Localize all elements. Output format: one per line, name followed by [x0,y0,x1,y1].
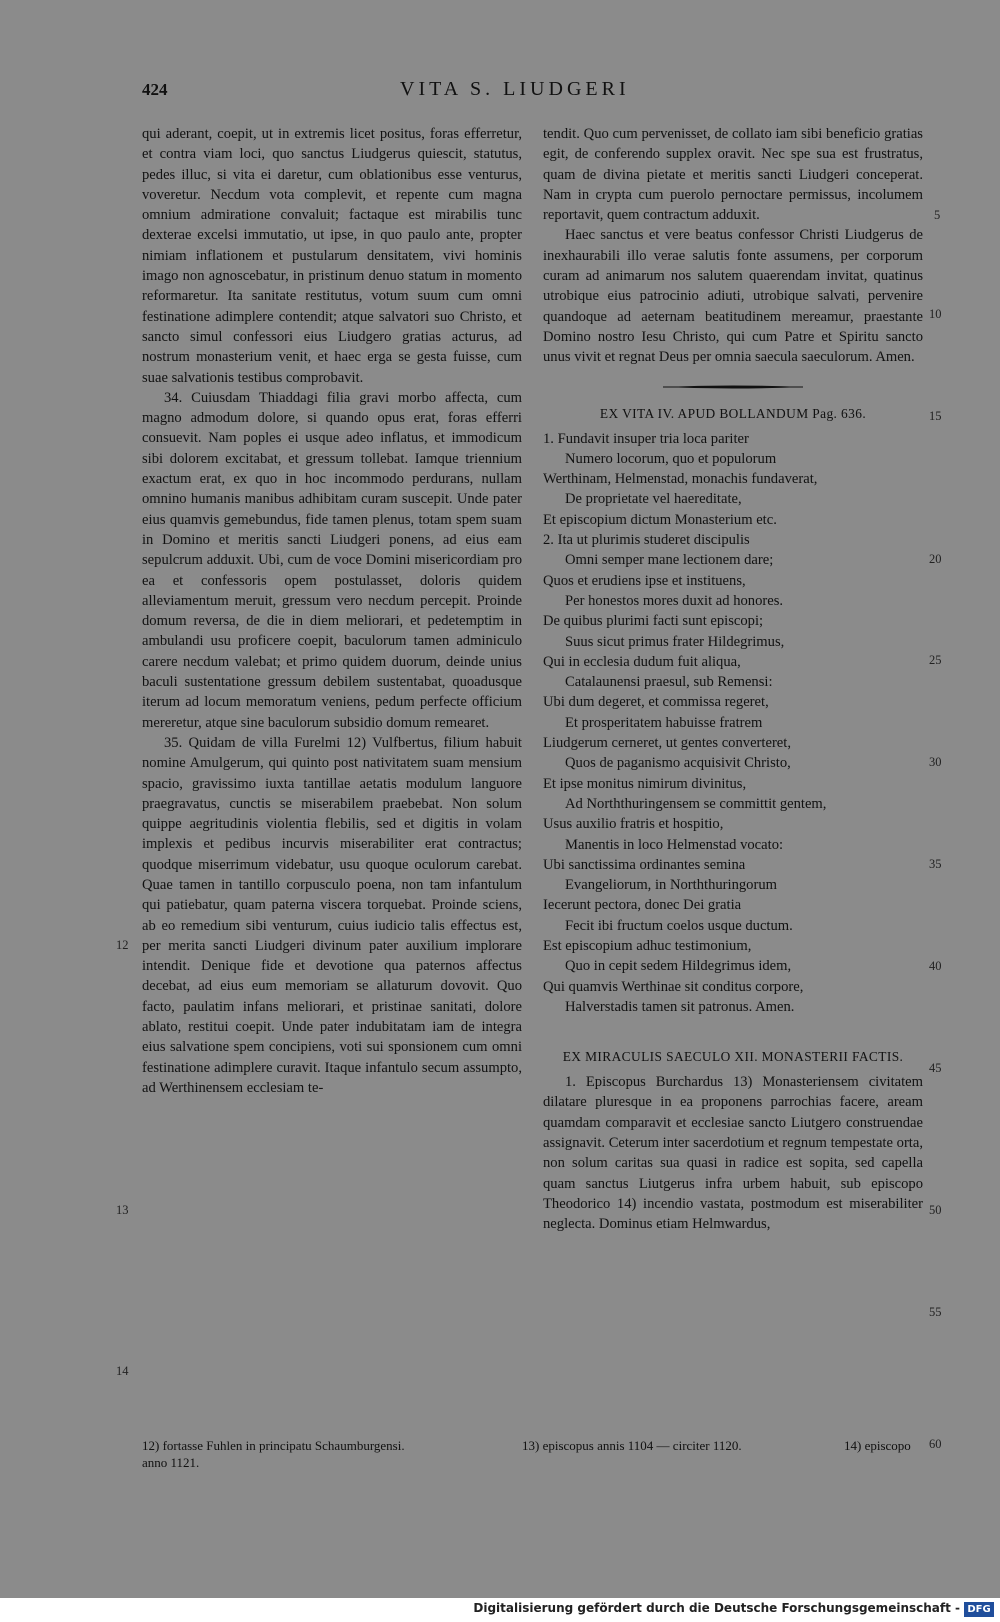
verse-line: Quo in cepit sedem Hildegrimus idem, [565,958,792,975]
paragraph-closing: Haec sanctus et vere beatus confessor Christi Liudgerus de inexhaurabili illo verae salutis fonte assumens, per corporum curam ad animarum nos salutem quaerendam invitat, quatinus utrobique eius patrocinio adiuti, utrobique salvati, pervenire quandoque ad aeternam beatitudinem mereamur, praestante Domino nostro Iesu Christo, qui cum Patre et Spiritu sancto unus vivit et regnat Deus per omnia saecula saeculorum. Amen. [543,227,923,366]
footnote-13: 13) episcopus annis 1104 — circiter 1120. [522,1438,742,1453]
dfg-logo: DFG [964,1602,994,1617]
line-number: 5 [934,208,941,222]
funding-credit: Digitalisierung gefördert durch die Deutsche Forschungsgemeinschaft - [473,1601,960,1615]
credit-bar [0,1598,1000,1622]
verse-line: Est episcopium adhuc testimonium, [543,937,752,954]
line-number: 10 [929,307,942,321]
verse-line: Fecit ibi fructum coelos usque ductum. [565,917,793,934]
footnote-14: 14) episcopo [844,1438,911,1453]
line-number: 55 [929,1305,942,1319]
verse-line: Qui in ecclesia dudum fuit aliqua, [543,653,741,670]
verse-line: De quibus plurimi facti sunt episcopi; [543,613,764,630]
paragraph-35-end: tendit. Quo cum pervenisset, de collato iam sibi beneficio gratias egit, de conferendo supplex oravit. Nec spe sua est frustratus, quam de divina pietate et meritis sancti Liudgeri conceperat. Nam in crypta cum puerolo pernoctare permissus, incolumem reportavit, quem contractum adduxit. [543,126,923,224]
section-divider [543,382,923,394]
line-number: 60 [929,1437,942,1451]
footnote-12: 12) fortasse Fuhlen in principatu Schaumburgensi. [142,1438,405,1453]
left-column [142,124,522,1098]
line-number: 50 [929,1203,942,1217]
verse-line: Quos et erudiens ipse et instituens, [543,572,746,589]
verse-line: Ubi sanctissima ordinantes semina [543,856,746,873]
verse-line: Liudgerum cerneret, ut gentes converteret, [543,735,791,752]
verse-line: Omni semper mane lectionem dare; [565,552,774,569]
running-title: VITA S. LIUDGERI [400,78,630,100]
line-number: 40 [929,959,942,973]
line-number: 25 [929,653,942,667]
paragraph-35: 35. Quidam de villa Furelmi 12) Vulfbertus, filium habuit nomine Amulgerum, qui quinto post nativitatem suam mensium spacio, gravissimo iuxta tantillae aetatis modulum languore praegravatus, cunctis se miserabilem praebebat. Non solum quippe aegritudinis violentia flebilis, sed et digitis in volam implexis et pedibus incurvis miserabiliter erat contractus; quodque miserrimum videbatur, usu quoque oculorum carebat. Quae tamen in tantillo corpusculo poena, non tam infantulum qui patiebatur, quam paterna viscera torquebat. Proinde sciens, ab eo remedium sibi venturum, cuius iudicio talis effectus est, per merita sancti Liudgeri divinum pater auxilium implorare intendit. Denique fide et devotione qua paternos affectus decebat, ad eius eum memoriam se allaturum dovovit. Quo facto, paulatim infans meliorari, et pristinae sanitati, dolore ablato, restitui coepit. Unde pater indubitatam iam de integra eius salvatione spem concipiens, voti sui sponsionem cum omni festinatione adimplere curavit. Itaque infantulo secum assumpto, ad Werthinensem ecclesiam te- [142,734,522,1096]
line-number: 15 [929,409,942,423]
verse-line: Per honestos mores duxit ad honores. [565,592,784,609]
section-heading-miracula: EX MIRACULIS SAECULO XII. MONASTERII FACTIS. [562,1049,904,1065]
verse-line: Ad Norththuringensem se committit gentem, [565,795,827,812]
verse-line: Et episcopium dictum Monasterium etc. [543,511,777,528]
verse-line: Numero locorum, quo et populorum [565,450,777,467]
verse-line: 2. Ita ut plurimis studeret discipulis [543,532,750,549]
paragraph-33-end: qui aderant, coepit, ut in extremis licet positus, foras efferretur, et contra viam loci, quo sanctus Liudgerus quiescit, statutus, pedes illuc, si vita ei daretur, cum oblationibus esse venturus, voveretur. Necdum vota complevit, et repente cum magna omnium admiratione convaluit; factaque est mirabilis tunc dexterae excelsi immutatio, ut ipse, in quo paulo ante, propter nimiam inflationem et pustularum densitatem, vivi hominis imago non agnoscebatur, in pristinum denuo statum in momento reformaretur. Ita sanitate restitutus, votum suum cum omni festinatione adimplere contendit; atque salvatori suo Christo, et sancto simul confessori eius Liudgero gratias acturus, ad nostrum monasterium venit, et haec erga se gesta fuisse, cum suae salvationis testibus comprobavit. [142,126,522,386]
footnote-marker: 12 [116,938,129,952]
verse-line: Manentis in loco Helmenstad vocato: [565,836,784,853]
verse-line: De proprietate vel haereditate, [565,491,742,508]
verse-line: Suus sicut primus frater Hildegrimus, [565,633,785,650]
line-number: 35 [929,857,942,871]
line-number: 30 [929,755,942,769]
paragraph-miracula-1: 1. Episcopus Burchardus 13) Monasteriensem civitatem dilatare pluresque in ea proponens parrochias facere, aream quamdam comparavit et ecclesiae sancto Liutgero construendae assignavit. Ceterum inter sacerdotium et regnum tempestate orta, non solum caritas sua quasi in radice est sopita, sed capella quam sanctus Liutgerus infra urbem habuit, sub episcopo Theodorico 14) incendio vastata, postmodum est miserabiliter neglecta. Dominus etiam Helmwardus, [543,1074,923,1233]
verse-line: Qui quamvis Werthinae sit conditus corpore, [543,978,804,995]
verse-line: Quos de paganismo acquisivit Christo, [565,755,791,772]
verse-line: Usus auxilio fratris et hospitio, [543,816,724,833]
verse-line: Iecerunt pectora, donec Dei gratia [543,897,742,914]
verse-line: 1. Fundavit insuper tria loca pariter [543,430,749,447]
verse-line: Evangeliorum, in Norththuringorum [565,877,777,894]
footnote-marker: 13 [116,1203,129,1217]
right-column [543,124,923,1235]
verse-line: Et ipse monitus nimirum divinitus, [543,775,747,792]
verse-line: Ubi dum degeret, et commissa regeret, [543,694,769,711]
section-heading-vita-iv: EX VITA IV. APUD BOLLANDUM Pag. 636. [599,405,867,421]
line-number: 45 [929,1061,942,1075]
footnote-12-cont: anno 1121. [142,1455,200,1470]
verse-line: Catalaunensi praesul, sub Remensi: [565,674,773,691]
verse-block [543,429,923,1018]
page-number: 424 [142,80,168,99]
verse-line: Et prosperitatem habuisse fratrem [565,714,763,731]
verse-line: Halverstadis tamen sit patronus. Amen. [565,998,795,1015]
paragraph-34: 34. Cuiusdam Thiaddagi filia gravi morbo affecta, cum magno admodum dolore, si quando opus erat, foras efferri consuevit. Nam poples ei usque adeo inflatus, et immodicum sibi dolorem excitabat, et gressum tollebat. Iamque triennium exactum erat, ex quo in hoc incommodo perdurans, nullam omnino humanis manibus adhibitam curam suscepit. Unde pater eius quamvis gemebundus, fide tamen plenus, totam spem suam in Domino et meritis sancti Liudgeri ponens, ad eius eam sepulcrum adduxit. Ubi, cum de voce Domini misericordiam pro ea et confessoris opem postulasset, doloris quidem alleviamentum meruit, gressum vero necdum percepit. Proinde domum reversa, de die in diem meliorari, et pedetemptim in ambulandi usu proficere coepit, baculorum tamen adminiculo carere necdum valebat; et primo quidem duorum, deinde unius baculi sustentatione gressum debilem sustentabat, quoadusque iterum ad locum memoratum veniens, pedum perfecte officium mereretur, atque sine baculorum subsidio domum remearet. [142,389,522,731]
divider-rule-icon [663,382,803,392]
verse-line: Werthinam, Helmenstad, monachis fundaverat, [543,471,818,488]
footnote-marker: 14 [116,1364,129,1378]
line-number: 20 [929,552,942,566]
